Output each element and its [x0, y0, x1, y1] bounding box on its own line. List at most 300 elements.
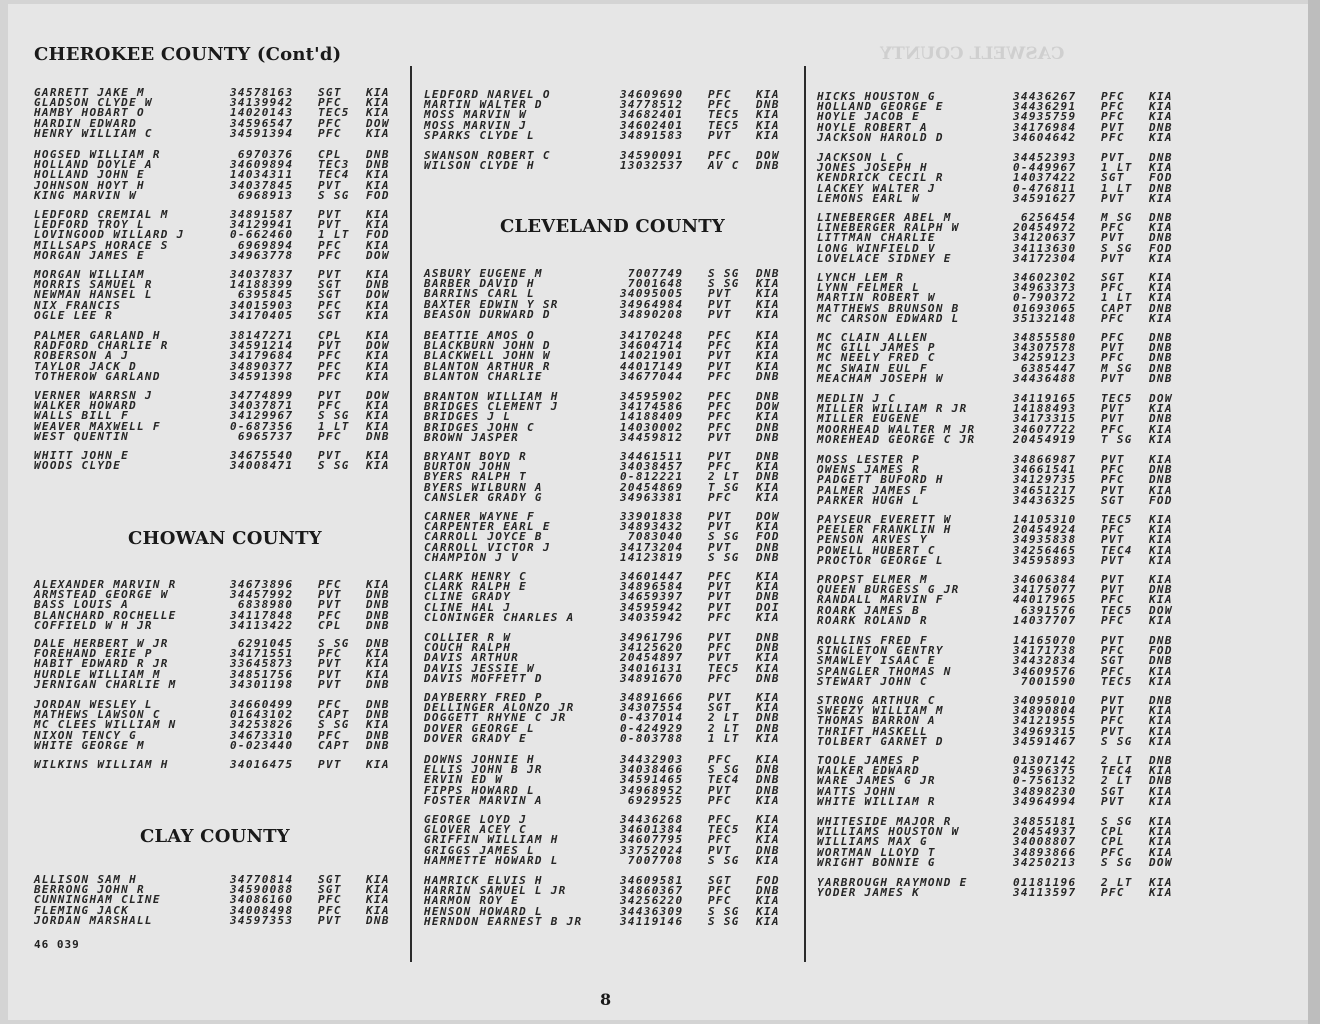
entry-status: DNB	[1149, 774, 1173, 788]
entry-status: KIA	[756, 108, 780, 122]
entry-rank: S SG	[708, 914, 740, 928]
entry-rank: PFC	[318, 359, 342, 373]
entry-serial: 14037707	[1013, 613, 1077, 627]
entry-serial: 34171551	[230, 647, 294, 661]
entry-name: JOHNSON HOYT H	[34, 178, 145, 192]
entry-serial: 34964984	[620, 297, 684, 311]
entry-status: DNB	[366, 588, 390, 602]
entry-serial: 34432834	[1013, 654, 1077, 668]
entry-status: DNB	[366, 637, 390, 650]
entry-name: LINEBERGER ABEL M	[817, 211, 952, 224]
entry-name: GARRETT JAKE M	[34, 86, 145, 99]
entry-status: KIA	[1149, 543, 1173, 557]
entry-rank: PFC	[1101, 311, 1125, 325]
entry-serial: 20454924	[1013, 523, 1077, 537]
entry-serial: 34607795	[620, 833, 684, 847]
entry-name: WEST QUENTIN	[34, 429, 130, 443]
entry-status: DOW	[756, 400, 780, 414]
entry-serial: 35132148	[1013, 311, 1077, 325]
entry-name: JONES JOSEPH H	[817, 161, 928, 175]
entry-serial: 14030002	[620, 420, 684, 434]
entry-serial: 6395845	[237, 288, 294, 302]
entry-rank: PFC	[318, 429, 342, 443]
entry-status: FOD	[1149, 493, 1173, 507]
entry-status: DNB	[1149, 120, 1173, 134]
entry-status: KIA	[756, 651, 780, 665]
entry-status: KIA	[1149, 573, 1173, 586]
entry-name: MOSS MARVIN W	[424, 108, 527, 122]
entry-rank: SGT	[1101, 493, 1125, 507]
entry-serial: 6391576	[1020, 603, 1077, 617]
entry-status: KIA	[366, 298, 390, 312]
entry-name: DAYBERRY FRED P	[424, 691, 543, 704]
entry-name: HENSON HOWARD L	[424, 904, 543, 918]
entry-rank: PFC	[1101, 714, 1125, 728]
entry-status: KIA	[1149, 613, 1173, 627]
entry-status: DNB	[756, 470, 780, 484]
entry-serial: 34609894	[230, 158, 294, 172]
entry-status: KIA	[1149, 432, 1173, 446]
entry-serial: 34602401	[620, 118, 684, 132]
entry-rank: PVT	[708, 510, 732, 523]
entry-name: YARBROUGH RAYMOND E	[817, 876, 968, 889]
entry-rank: CPL	[318, 148, 342, 161]
entry-status: KIA	[756, 823, 780, 837]
entry-status: DNB	[366, 148, 390, 161]
entry-name: SWANSON ROBERT C	[424, 149, 551, 162]
entry-name: CLARK RALPH E	[424, 580, 527, 594]
entry-serial: 14188493	[1013, 402, 1077, 416]
entry-name: PROCTOR GEORGE L	[817, 553, 944, 567]
entry-status: KIA	[756, 118, 780, 132]
entry-rank: PVT	[318, 657, 342, 671]
entry-status: KIA	[366, 399, 390, 413]
entry-name: WRIGHT BONNIE G	[817, 855, 936, 869]
entry-rank: CPL	[318, 329, 342, 342]
entry-serial: 34250213	[1013, 855, 1077, 869]
entry-name: CHAMPION J V	[424, 550, 520, 564]
entry-rank: PFC	[318, 126, 342, 140]
entry-name: YODER JAMES K	[817, 886, 920, 900]
entry-name: RADFORD CHARLIE R	[34, 339, 169, 353]
entry-serial: 34597353	[230, 913, 294, 927]
entry-name: MOORHEAD WALTER M JR	[817, 422, 976, 436]
entry-serial: 34436267	[1013, 90, 1077, 103]
entry-serial: 14188409	[620, 410, 684, 424]
entry-rank: M SG	[1101, 361, 1133, 375]
entry-status: DNB	[366, 429, 390, 443]
ghost-bleed-through-heading: CASWELL COUNTY	[880, 44, 1065, 64]
entry-status: KIA	[1149, 714, 1173, 728]
entry-rank: PFC	[1101, 664, 1125, 678]
entry-rank: PVT	[1101, 231, 1125, 245]
entry-name: THOMAS BARRON A	[817, 714, 936, 728]
entry-name: THRIFT HASKELL	[817, 724, 928, 738]
entry-rank: PFC	[708, 369, 732, 383]
entry-name: BASS LOUIS A	[34, 598, 130, 612]
entry-rank: PFC	[1101, 613, 1125, 627]
entry-status: DNB	[366, 708, 390, 722]
entry-name: ALLISON SAM H	[34, 873, 137, 886]
entry-name: PADGETT BUFORD H	[817, 473, 944, 487]
entry-serial: 34860367	[620, 884, 684, 898]
entry-name: LINEBERGER RALPH W	[817, 221, 960, 235]
entry-name: POWELL HUBERT C	[817, 543, 936, 557]
entry-rank: PFC	[318, 903, 342, 917]
entry-rank: PVT	[1101, 402, 1125, 416]
entry-serial: 34607722	[1013, 422, 1077, 436]
entry-serial: 20454869	[620, 480, 684, 494]
entry-rank: PFC	[708, 329, 732, 342]
entry-name: HAMRICK ELVIS H	[424, 874, 543, 887]
entry-rank: PVT	[318, 339, 342, 353]
entry-name: BAXTER EDWIN Y SR	[424, 297, 559, 311]
entry-serial: 34171738	[1013, 644, 1077, 658]
entry-serial: 34038466	[620, 763, 684, 777]
entry-status: KIA	[1149, 251, 1173, 265]
entry-status: DNB	[756, 390, 780, 403]
entry-rank: TEC3	[318, 158, 350, 172]
entry-rank: TEC5	[708, 823, 740, 837]
entry-rank: SGT	[1101, 271, 1125, 284]
entry-name: NEWMAN HANSEL L	[34, 288, 153, 302]
entry-serial: 0-803788	[620, 731, 684, 745]
entry-name: WATTS JOHN	[817, 784, 897, 798]
entry-rank: PVT	[708, 349, 732, 363]
entry-serial: 34461511	[620, 450, 684, 463]
entry-rank: PVT	[1101, 794, 1125, 808]
entry-serial: 44017965	[1013, 593, 1077, 607]
entry-status: DNB	[1149, 694, 1173, 707]
entry-rank: PFC	[318, 893, 342, 907]
entry-name: BEASON DURWARD D	[424, 307, 551, 321]
entry-rank: PFC	[708, 610, 732, 624]
entry-name: TOLBERT GARNET D	[817, 734, 944, 748]
entry-serial: 7083040	[627, 530, 684, 544]
entry-serial: 20454897	[620, 651, 684, 665]
entry-name: MC CLAIN ALLEN	[817, 331, 928, 344]
entry-serial: 34259123	[1013, 351, 1077, 365]
entry-status: DNB	[366, 913, 390, 927]
entry-rank: PFC	[1101, 422, 1125, 436]
entry-status: KIA	[1149, 311, 1173, 325]
entry-serial: 34173204	[620, 540, 684, 554]
entry-serial: 34457992	[230, 588, 294, 602]
entry-name: BRIDGES JOHN C	[424, 420, 535, 434]
entry-rank: SGT	[318, 873, 342, 886]
entry-serial: 34963373	[1013, 281, 1077, 295]
entry-name: MILLER EUGENE	[817, 412, 920, 426]
entry-serial: 34121955	[1013, 714, 1077, 728]
entry-status: KIA	[1149, 130, 1173, 144]
entry-rank: SGT	[318, 308, 342, 322]
entry-name: JACKSON HAROLD D	[817, 130, 944, 144]
entry-name: GRIGGS JAMES L	[424, 843, 535, 857]
entry-rank: PVT	[708, 600, 732, 614]
entry-name: HAMMETTE HOWARD L	[424, 853, 559, 867]
entry-status: DNB	[366, 738, 390, 752]
entry-serial: 34015903	[230, 298, 294, 312]
entry-rank: PVT	[1101, 573, 1125, 586]
entry-name: ROBERSON A J	[34, 349, 130, 363]
entry-name: FLEMING JACK	[34, 903, 130, 917]
entry-status: KIA	[1149, 835, 1173, 849]
entry-serial: 34256465	[1013, 543, 1077, 557]
entry-serial: 33752024	[620, 843, 684, 857]
entry-status: DNB	[1149, 181, 1173, 195]
entry-name: BYERS WILBURN A	[424, 480, 543, 494]
entry-name: PEELER FRANKLIN H	[817, 523, 952, 537]
entry-serial: 34778512	[620, 98, 684, 112]
entry-rank: SGT	[318, 278, 342, 292]
entry-name: ELLIS JOHN B JR	[424, 763, 543, 777]
entry-status: KIA	[1149, 191, 1173, 205]
entry-status: DNB	[366, 608, 390, 622]
entry-rank: CPL	[1101, 835, 1125, 849]
entry-status: KIA	[366, 178, 390, 192]
entry-rank: PVT	[708, 307, 732, 321]
entry-name: ASBURY EUGENE M	[424, 267, 543, 280]
entry-status: DNB	[756, 369, 780, 383]
entry-serial: 34855580	[1013, 331, 1077, 344]
entry-rank: PFC	[318, 298, 342, 312]
entry-name: BYERS RALPH T	[424, 470, 527, 484]
entry-name: GRIFFIN WILLIAM H	[424, 833, 559, 847]
entry-name: SWEEZY WILLIAM M	[817, 704, 944, 718]
entry-rank: PFC	[708, 641, 732, 655]
entry-status: DNB	[756, 843, 780, 857]
entry-serial: 34604714	[620, 339, 684, 353]
entry-rank: T SG	[708, 480, 740, 494]
entry-name: SMAWLEY ISAAC E	[817, 654, 936, 668]
entry-status: KIA	[756, 88, 780, 101]
entry-serial: 34113422	[230, 618, 294, 632]
entry-rank: SGT	[318, 288, 342, 302]
entry-status: KIA	[756, 731, 780, 745]
entry-rank: 1 LT	[318, 228, 350, 242]
entry-serial: 14123819	[620, 550, 684, 564]
entry-rank: 1 LT	[1101, 181, 1133, 195]
entry-status: DNB	[366, 677, 390, 691]
entry-status: FOD	[756, 874, 780, 887]
entry-status: KIA	[1149, 533, 1173, 547]
entry-status: DNB	[1149, 654, 1173, 668]
entry-status: KIA	[366, 106, 390, 120]
entry-status: DNB	[366, 728, 390, 742]
entry-rank: 2 LT	[708, 721, 740, 735]
entry-name: ARMSTEAD GEORGE W	[34, 588, 169, 602]
entry-status: DNB	[756, 721, 780, 735]
entry-serial: 01307142	[1013, 754, 1077, 767]
entry-name: WHITE GEORGE M	[34, 738, 145, 752]
entry-rank: CAPT	[318, 708, 350, 722]
entry-status: KIA	[1149, 453, 1173, 466]
entry-rank: PVT	[708, 450, 732, 463]
entry-status: KIA	[366, 459, 390, 473]
entry-name: MORGAN JAMES E	[34, 248, 145, 262]
entry-status: DOW	[1149, 855, 1173, 869]
entry-rank: PFC	[708, 884, 732, 898]
entry-serial: 34675540	[230, 449, 294, 462]
entry-serial: 34890377	[230, 359, 294, 373]
county-heading: CLAY COUNTY	[140, 826, 290, 847]
entry-rank: PVT	[708, 843, 732, 857]
entry-rank: SGT	[708, 874, 732, 887]
entry-rank: PFC	[318, 96, 342, 110]
entry-serial: 34891583	[620, 128, 684, 142]
entry-rank: PVT	[318, 667, 342, 681]
entry-name: BLANTON CHARLIE	[424, 369, 543, 383]
entry-name: STEWART JOHN C	[817, 674, 928, 688]
entry-status: KIA	[1149, 110, 1173, 124]
entry-rank: PFC	[318, 369, 342, 383]
entry-serial: 01181196	[1013, 876, 1077, 889]
entry-serial: 34035942	[620, 610, 684, 624]
entry-rank: S SG	[318, 718, 350, 732]
entry-rank: PFC	[1101, 523, 1125, 537]
entry-status: KIA	[1149, 483, 1173, 497]
entry-serial: 34591398	[230, 369, 294, 383]
entry-status: KIA	[756, 339, 780, 353]
entry-status: KIA	[366, 369, 390, 383]
entry-rank: 2 LT	[1101, 754, 1133, 767]
entry-serial: 6838980	[237, 598, 294, 612]
entry-rank: PFC	[708, 460, 732, 474]
entry-status: KIA	[1149, 271, 1173, 284]
entry-status: FOD	[756, 530, 780, 544]
entry-status: DNB	[1149, 473, 1173, 487]
entry-status: KIA	[1149, 876, 1173, 889]
entry-rank: CAPT	[1101, 301, 1133, 315]
entry-rank: PVT	[1101, 533, 1125, 547]
entry-status: DOW	[366, 116, 390, 130]
entry-rank: PVT	[708, 520, 732, 534]
entry-serial: 34591465	[620, 773, 684, 787]
entry-name: JORDAN MARSHALL	[34, 913, 153, 927]
entry-name: MORGAN WILLIAM	[34, 268, 145, 281]
entry-name: MEACHAM JOSEPH W	[817, 371, 944, 385]
entry-serial: 34964994	[1013, 794, 1077, 808]
entry-status: KIA	[1149, 674, 1173, 688]
entry-name: HURDLE WILLIAM M	[34, 667, 161, 681]
entry-rank: TEC4	[1101, 543, 1133, 557]
entry-status: KIA	[756, 460, 780, 474]
entry-rank: PVT	[1101, 483, 1125, 497]
page-right-edge	[1308, 0, 1320, 1024]
entry-rank: PFC	[1101, 281, 1125, 295]
entry-serial: 6291045	[237, 637, 294, 650]
entry-name: COFFIELD W H JR	[34, 618, 153, 632]
entry-status: KIA	[756, 287, 780, 301]
entry-status: KIA	[756, 691, 780, 704]
entry-status: KIA	[366, 359, 390, 373]
entry-rank: PVT	[318, 389, 342, 402]
entry-name: MEDLIN J C	[817, 392, 897, 405]
entry-serial: 34175077	[1013, 583, 1077, 597]
entry-serial: 34891587	[230, 208, 294, 221]
entry-serial: 34301198	[230, 677, 294, 691]
entry-name: DAVIS ARTHUR	[424, 651, 520, 665]
entry-serial: 6970376	[237, 148, 294, 161]
entry-name: BARRINS CARL L	[424, 287, 535, 301]
entry-rank: PFC	[708, 671, 732, 685]
entry-status: KIA	[366, 238, 390, 252]
entry-name: DOVER GEORGE L	[424, 721, 535, 735]
entry-serial: 34893432	[620, 520, 684, 534]
entry-serial: 7007708	[627, 853, 684, 867]
entry-status: DOW	[366, 248, 390, 262]
entry-name: ROARK ROLAND R	[817, 613, 928, 627]
entry-rank: 2 LT	[708, 711, 740, 725]
entry-name: MILLER WILLIAM R JR	[817, 402, 968, 416]
entry-serial: 14105310	[1013, 513, 1077, 526]
entry-rank: PFC	[1101, 351, 1125, 365]
entry-rank: PVT	[1101, 453, 1125, 466]
entry-serial: 34774899	[230, 389, 294, 402]
entry-name: BRIDGES J L	[424, 410, 512, 424]
entry-rank: S SG	[1101, 734, 1133, 748]
entry-serial: 34119146	[620, 914, 684, 928]
entry-serial: 6965737	[237, 429, 294, 443]
entry-name: CARNER WAYNE F	[424, 510, 535, 523]
entry-rank: PFC	[318, 578, 342, 591]
entry-name: MATHEWS LAWSON C	[34, 708, 161, 722]
entry-rank: PVT	[708, 287, 732, 301]
entry-serial: 34436325	[1013, 493, 1077, 507]
entry-name: PARKER HUGH L	[817, 493, 920, 507]
entry-rank: S SG	[318, 409, 350, 423]
entry-name: COUCH RALPH	[424, 641, 512, 655]
entry-serial: 14021901	[620, 349, 684, 363]
entry-serial: 0-437014	[620, 711, 684, 725]
entry-serial: 34174586	[620, 400, 684, 414]
entry-status: DOW	[366, 339, 390, 353]
entry-serial: 01693065	[1013, 301, 1077, 315]
entry-status: KIA	[1149, 724, 1173, 738]
entry-serial: 34436309	[620, 904, 684, 918]
entry-name: MATTHEWS BRUNSON B	[817, 301, 960, 315]
entry-status: KIA	[1149, 593, 1173, 607]
entry-name: HARDIN EDWARD	[34, 116, 137, 130]
entry-rank: PVT	[1101, 151, 1125, 164]
entry-serial: 34432903	[620, 753, 684, 766]
entry-name: HARMON ROY E	[424, 894, 520, 908]
entry-rank: T SG	[1101, 432, 1133, 446]
entry-rank: PFC	[708, 793, 732, 807]
entry-name: MARTIN WALTER D	[424, 98, 543, 112]
county-heading: CHOWAN COUNTY	[128, 528, 322, 549]
entry-name: WALLS BILL F	[34, 409, 130, 423]
entry-rank: PVT	[1101, 634, 1125, 647]
entry-serial: 34016475	[230, 758, 294, 771]
entry-status: KIA	[756, 307, 780, 321]
entry-serial: 33645873	[230, 657, 294, 671]
entry-rank: 1 LT	[318, 419, 350, 433]
entry-serial: 34606384	[1013, 573, 1077, 586]
entry-rank: PVT	[708, 297, 732, 311]
entry-name: SINGLETON GENTRY	[817, 644, 944, 658]
entry-serial: 20454972	[1013, 221, 1077, 235]
entry-serial: 34596375	[1013, 764, 1077, 778]
entry-rank: PVT	[1101, 191, 1125, 205]
entry-serial: 7007749	[627, 267, 684, 280]
entry-rank: PFC	[318, 238, 342, 252]
entry-serial: 34172304	[1013, 251, 1077, 265]
entry-name: ERVIN ED W	[424, 773, 504, 787]
entry-name: CARPENTER EARL E	[424, 520, 551, 534]
entry-name: HOYLE JACOB E	[817, 110, 920, 124]
entry-name: CUNNINGHAM CLINE	[34, 893, 161, 907]
